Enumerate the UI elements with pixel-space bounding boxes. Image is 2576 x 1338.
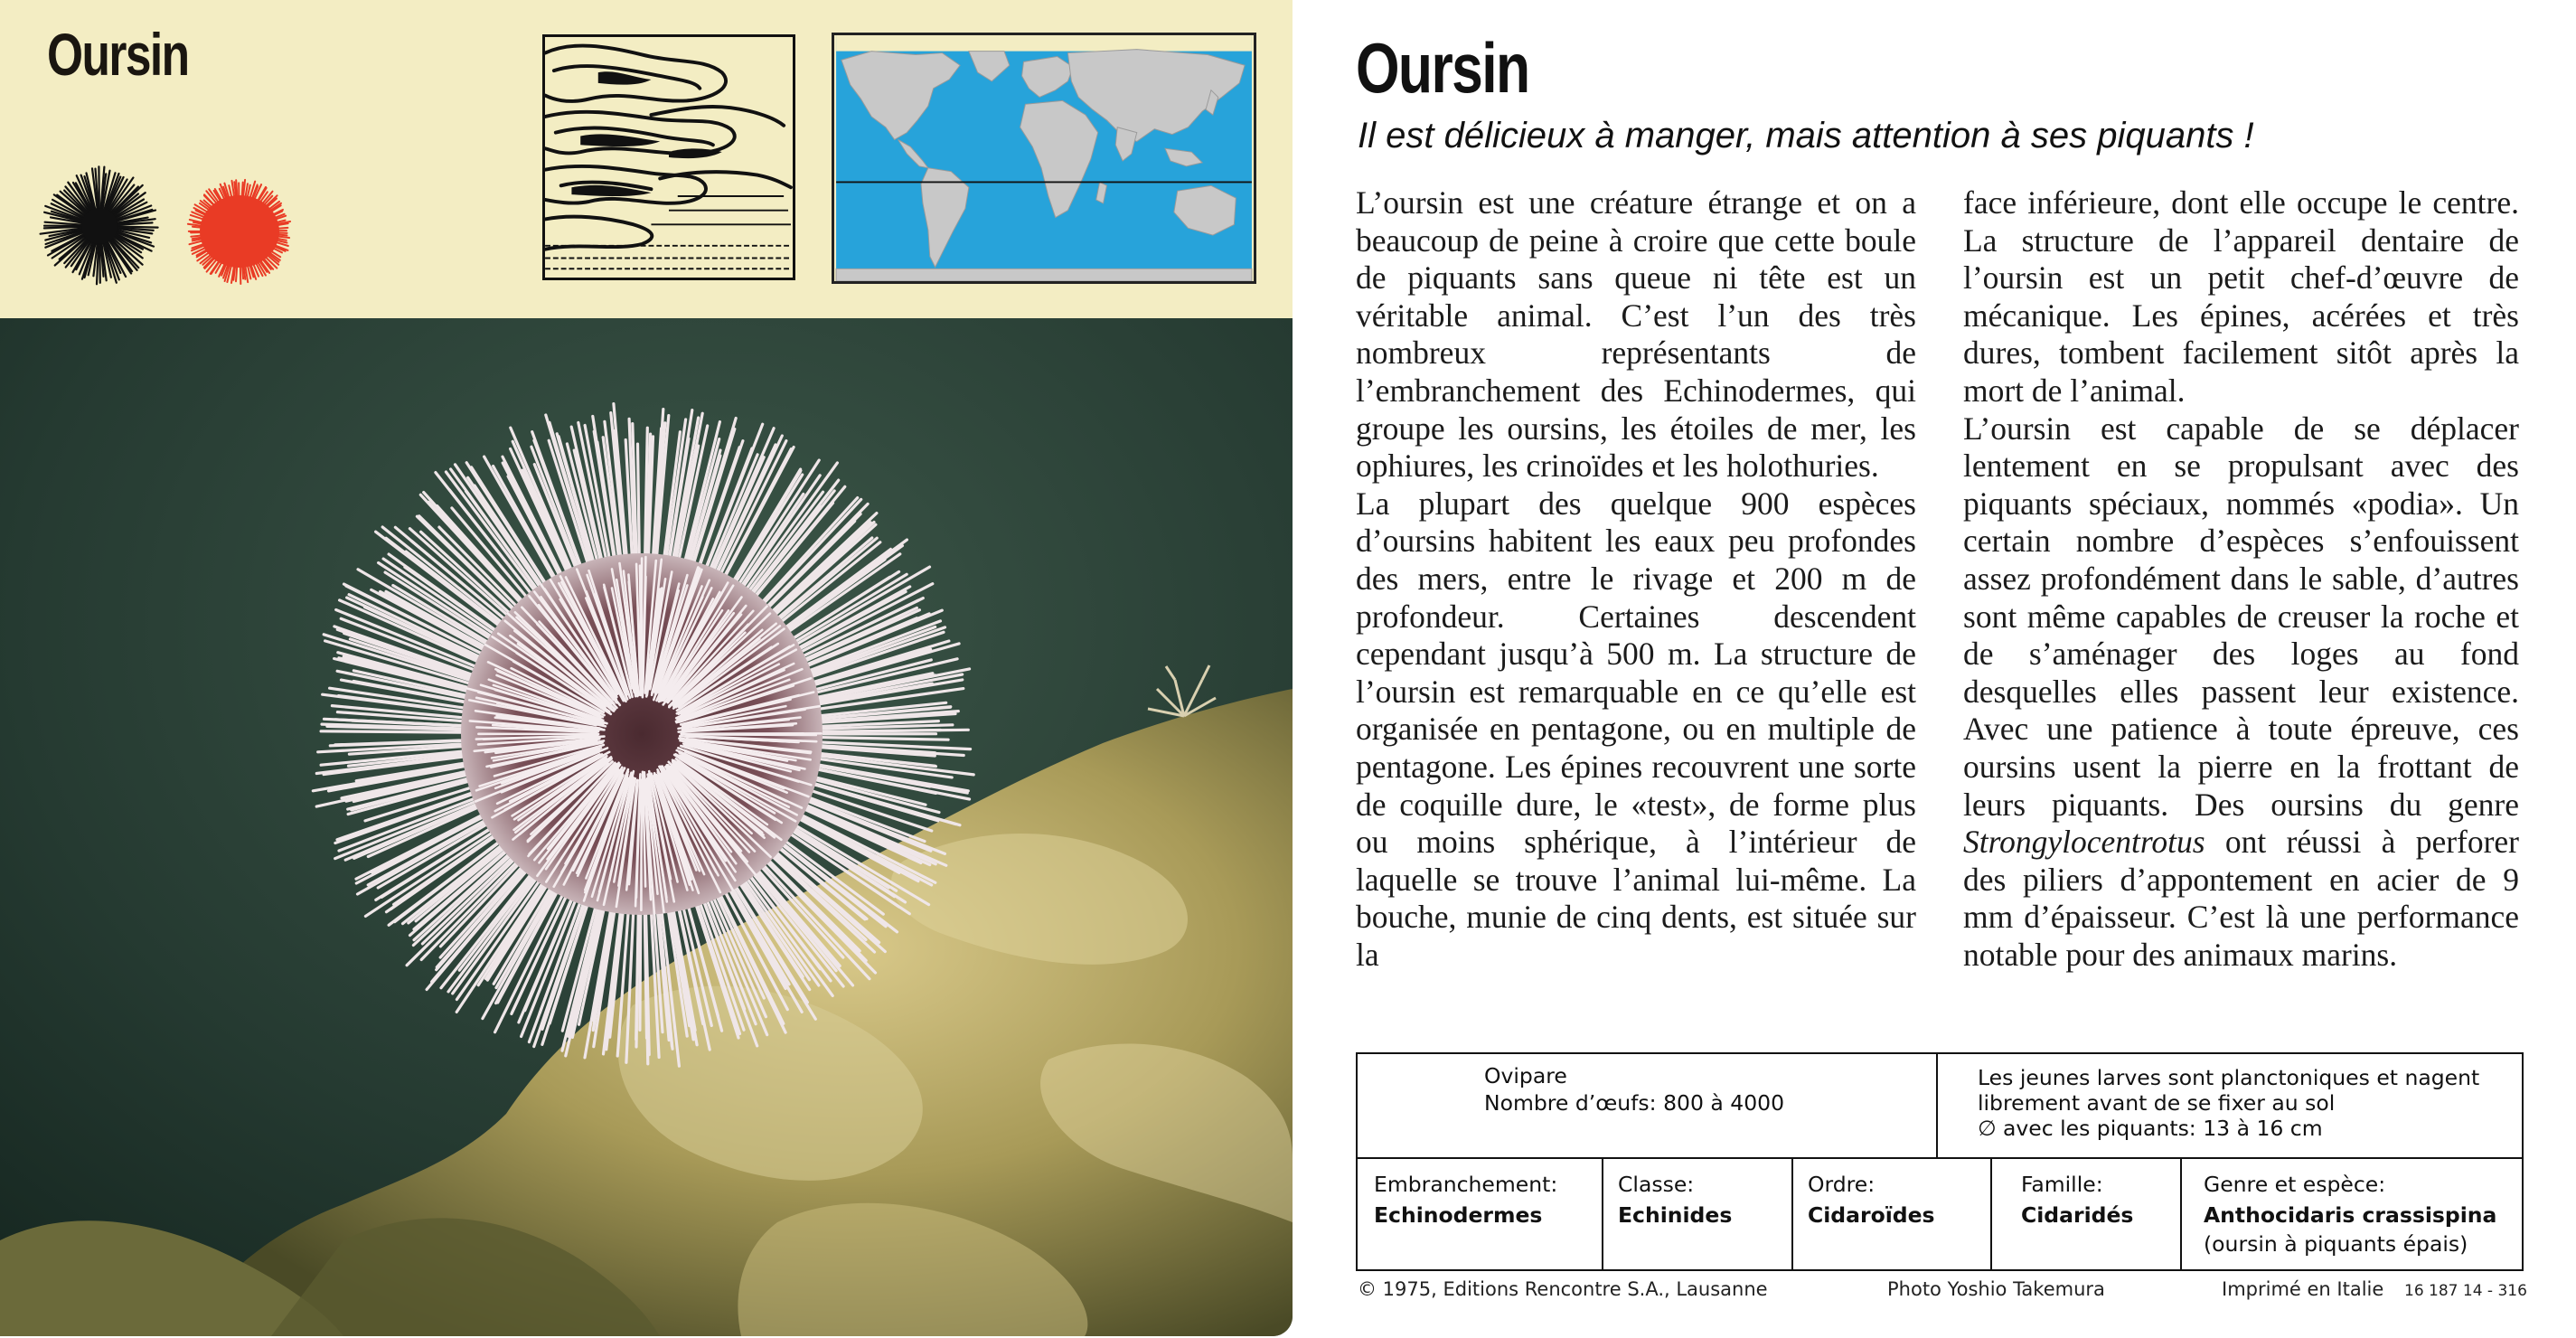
habitat-rock-illustration — [542, 34, 795, 280]
taxonomy-value: Anthocidaris crassispina — [2204, 1202, 2497, 1228]
taxonomy-value: Echinides — [1618, 1202, 1733, 1228]
taxonomy-label: Famille: — [2021, 1172, 2103, 1197]
spike — [99, 240, 100, 283]
photo-credit: Photo Yoshio Takemura — [1887, 1278, 2105, 1300]
facts-row — [1358, 1054, 2522, 1159]
world-distribution-map — [832, 33, 1256, 284]
taxonomy-label: Ordre: — [1808, 1172, 1876, 1197]
copyright-text: © 1975, Editions Rencontre S.A., Lausanne — [1358, 1278, 1768, 1300]
taxonomy-value: Echinodermes — [1374, 1202, 1543, 1228]
black-urchin-icon — [36, 163, 163, 289]
taxonomy-value: Cidaroïdes — [1808, 1202, 1935, 1228]
card-code: 16 187 14 - 316 — [2404, 1282, 2527, 1300]
text-column-2 — [1963, 184, 2519, 1025]
spike — [686, 734, 816, 735]
page-subtitle: Il est délicieux à manger, mais attention à ses piquants ! — [1358, 116, 2254, 155]
paragraph: La plupart des quelque 900 espèces d’oursins habitent les eaux peu profondes des mers, entre le rivage et 200 m de profondeur. Certaines descendent cependant jusqu’à 500 m. La structure de l’oursin est remarquable en ce qu’elle est organisée en pentagone, ou en multiple de pentagone. Les épines recouvrent une sorte de coquille dure, le «test», de forme plus ou moins sphérique, à l’intérieur de laquelle se trouve l’animal lui-même. La bouche, munie de cinq dents, est située sur la — [1356, 485, 1916, 973]
taxonomy-label: Embranchement: — [1374, 1172, 1558, 1197]
paragraph: face inférieure, dont elle occupe le centre. La structure de l’appareil dentaire de l’oursin est un petit chef-d’œuvre de mécanique. Les épines, acérées et très dures, tombent facilement sitôt après la mort de l’animal. — [1963, 184, 2519, 409]
genus-name: Strongylocentrotus — [1963, 824, 2205, 861]
paragraph: L’oursin est une créature étrange et on a beaucoup de peine à croire que cette boule de piquants sans queue ni tête est un véritable animal. C’est l’un des très nombreux représentants de l’embranchement des Echinodermes, qui groupe les oursins, les étoiles de mer, les ophiures, les crinoïdes et les holothuries. — [1356, 184, 1916, 485]
sea-urchin-photo — [0, 318, 1293, 1336]
taxonomy-value: Cidaridés — [2021, 1202, 2134, 1228]
taxonomy-row — [1358, 1157, 2522, 1269]
egg-count: Nombre d’œufs: 800 à 4000 — [1484, 1090, 1785, 1116]
printed-in: Imprimé en Italie — [2222, 1278, 2384, 1300]
taxonomy-cell-classe — [1602, 1157, 1793, 1269]
taxonomy-label: Genre et espèce: — [2204, 1172, 2386, 1197]
taxonomy-note: (oursin à piquants épais) — [2204, 1231, 2468, 1257]
card-title: Oursin — [47, 21, 189, 88]
facts-table — [1356, 1052, 2524, 1271]
paragraph — [1963, 410, 2519, 975]
spike — [236, 266, 237, 282]
larvae-cell — [1936, 1054, 2524, 1157]
taxonomy-cell-embranchement — [1358, 1157, 1603, 1269]
reproduction-cell — [1358, 1054, 1938, 1157]
red-urchin-icon — [181, 172, 298, 289]
reproduction-type: Ovipare — [1484, 1063, 1567, 1088]
text-run: L’oursin est capable de se déplacer lentement en se propulsant avec des piquants spéciaux, nommés «podia». Un certain nombre d’espèces s’enfouissent assez profondément dans le sable, d’autres sont même capables de creuser la roche et de s’aménager des loges au fond desquelles elles passent leur existence. Avec une patience à toute épreuve, ces oursins usent la pierre en la frottant de leurs piquants. Des oursins du genre — [1963, 410, 2519, 823]
larvae-line: librement avant de se fixer au sol — [1978, 1090, 2336, 1116]
spike — [240, 265, 241, 284]
taxonomy-cell-genre-espece — [2180, 1157, 2522, 1269]
page-title: Oursin — [1356, 28, 1529, 108]
diameter-line: ∅ avec les piquants: 13 à 16 cm — [1978, 1116, 2323, 1141]
taxonomy-label: Classe: — [1618, 1172, 1695, 1197]
text-run: ont réussi à perforer des piliers d’appontement en acier de 9 mm d’épaisseur. C’est là une performance notable pour des animaux marins. — [1963, 824, 2519, 973]
taxonomy-cell-ordre — [1791, 1157, 1992, 1269]
text-column-1 — [1356, 184, 1916, 1025]
taxonomy-cell-famille — [1990, 1157, 2182, 1269]
larvae-line: Les jeunes larves sont planctoniques et nagent — [1978, 1065, 2480, 1090]
